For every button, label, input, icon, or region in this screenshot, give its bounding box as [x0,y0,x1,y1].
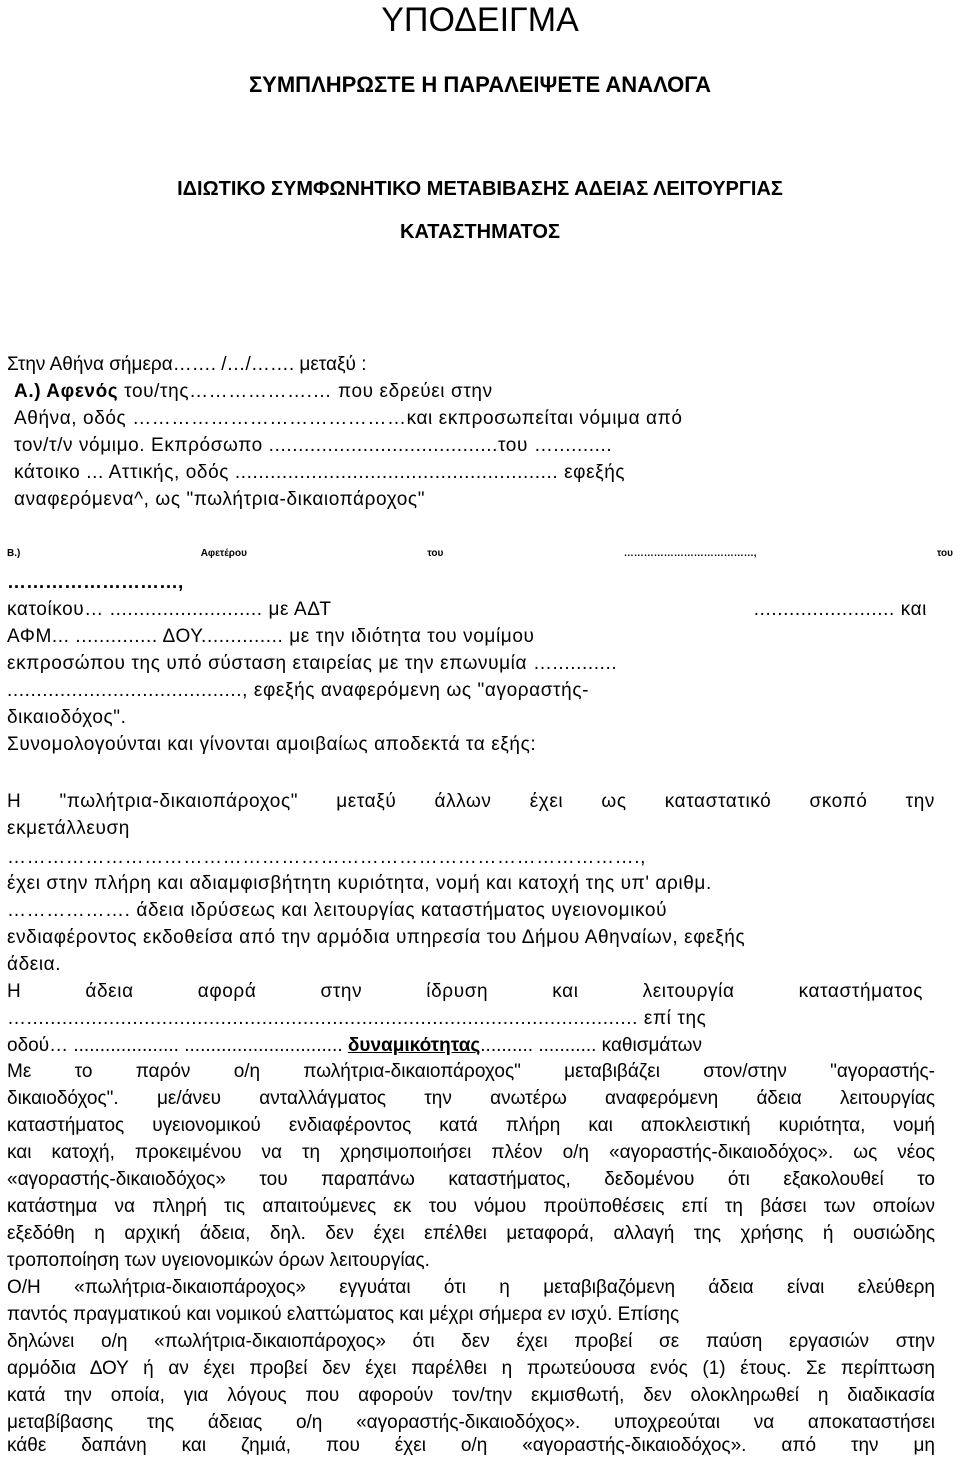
body-line-23: κατά την οποία, για λόγους που αφορούν τον/την εκμισθωτή, δεν ολοκληρωθεί η διαδικασία [7,1385,935,1406]
agreement-intro: Συνομολογούνται και γίνονται αμοιβαίως αποδεκτά τα εξής: [7,734,537,755]
contract-title-line1: ΙΔΙΩΤΙΚΟ ΣΥΜΦΩΝΗΤΙΚΟ ΜΕΤΑΒΙΒΑΣΗΣ ΑΔΕΙΑΣ ΛΕΙΤΟΥΡΓΙΑΣ [177,178,783,200]
party-a-line [14,379,493,405]
body-line-13: καταστήματος υγειονομικού ενδιαφέροντος κατά πλήρη και αποκλειστική κυριότητα, νομή [7,1115,935,1136]
party-a-representative: τον/τ/ν νόμιμο. Εκπρόσωπο .......................................του ….......... [14,435,613,456]
contract-title-line2: ΚΑΤΑΣΤΗΜΑΤΟΣ [400,221,560,243]
party-b-tax-line: ΑΦΜ... .............. ΔΟΥ.............. με την ιδιότητα του νομίμου [7,626,535,647]
party-a-designation: αναφερόμενα^, ως "πωλήτρια-δικαιοπάροχος" [14,489,426,510]
party-a-name: του/της……………….… που εδρεύει στην [118,381,493,402]
body-line-9: …........................................................................................................ επί της [7,1008,707,1029]
body-line-7: άδεια. [7,954,62,975]
party-b-label: Β.) [7,548,21,559]
body-line-25: κάθε δαπάνη και ζημιά, που έχει ο/η «αγοραστής-δικαιοδόχος». από την μη [7,1435,935,1456]
body-line-19: Ο/Η «πωλήτρια-δικαιοπάροχος» εγγυάται ότι η μεταβιβαζόμενη άδεια είναι ελεύθερη [7,1277,935,1298]
party-b-word-afeterou: Αφετέρου [200,548,247,559]
capacity-label: δυναμικότητας [347,1035,481,1056]
body-line-3: ……………………………………………………………………………………., [7,847,646,868]
street-blank: οδού… .................... .............................. [7,1035,348,1056]
seats-blank: .......... ........... καθισμάτων [480,1035,702,1056]
body-line-17: εξεδόθη η αρχική άδεια, δηλ. δεν έχει επέλθει μεταφορά, αλλαγή της χρήσης ή ουσιώδης [7,1223,935,1244]
body-line-24: μεταβίβασης της άδειας ο/η «αγοραστής-δικαιοδόχος». υποχρεούται να αποκαταστήσει [7,1412,935,1433]
body-line-18: τροποποίηση των υγειονομικών όρων λειτουργίας. [7,1250,430,1271]
body-line-21: δηλώνει ο/η «πωλήτρια-δικαιοπάροχος» ότι δεν έχει προβεί σε παύση εργασιών στην [7,1331,935,1352]
body-line-4: έχει στην πλήρη και αδιαμφισβήτητη κυριότητα, νομή και κατοχή της υπ' αριθμ. [7,873,712,894]
body-line-15: «αγοραστής-δικαιοδόχος» του παραπάνω καταστήματος, δεδομένου ότι εξακολουθεί το [7,1169,935,1190]
date-line: Στην Αθήνα σήμερα……. /…/……. μεταξύ : [7,354,367,375]
party-a-label: Α.) Αφενός [14,381,119,402]
body-line-2: εκμετάλλευση [7,818,130,839]
body-line-1: Η "πωλήτρια-δικαιοπάροχος" μεταξύ άλλων έχει ως καταστατικό σκοπό την [7,791,935,812]
body-line-5: ………………. άδεια ιδρύσεως και λειτουργίας καταστήματος υγειονομικού [7,900,668,921]
party-b-designation: ........................................, εφεξής αναφερόμενη ως "αγοραστής- [7,680,590,701]
body-line-20: παντός πραγματικού και νομικού ελαττώματος και μέχρι σήμερα εν ισχύ. Επίσης [7,1304,680,1325]
party-a-residence: κάτοικο ... Αττικής, οδός ....................................................... εφεξής [14,462,626,483]
body-line-14: και κατοχή, προκειμένου να τη χρησιμοποιήσει πλέον ο/η «αγοραστής-δικαιοδόχος». ως νέος [7,1142,935,1163]
party-b-line [7,541,953,567]
body-line-12: δικαιοδόχος". με/άνευ ανταλλάγματος την ανωτέρω αναφερόμενη άδεια λειτουργίας [7,1088,935,1109]
party-b-company-line: εκπροσώπου της υπό σύσταση εταιρείας με την επωνυμία …........... [7,653,618,674]
party-b-residence: κατοίκου… .......................... με ΑΔΤ [7,599,332,620]
party-b-id-blank: ........................ και [753,599,927,620]
body-line-22: αρμόδια ΔΟΥ ή αν έχει προβεί δεν έχει παρέλθει η πρωτεύουσα ενός (1) έτους. Σε περίπτωση [7,1358,935,1379]
party-b-designation-end: δικαιοδόχος". [7,707,127,728]
instructions-heading: ΣΥΜΠΛΗΡΩΣΤΕ Η ΠΑΡΑΛΕΙΨΕΤΕ ΑΝΑΛΟΓΑ [248,72,711,97]
document-heading: ΥΠΟΔΕΙΓΜΑ [381,1,579,39]
party-b-word-tou-2: του [936,548,953,559]
body-line-11: Με το παρόν ο/η πωλήτρια-δικαιοπάροχος" μεταβιβάζει στον/στην "αγοραστής- [7,1061,935,1082]
party-b-residence-line [7,597,927,623]
body-line-8: Η άδεια αφορά στην ίδρυση και λειτουργία καταστήματος [7,981,923,1002]
body-line-16: κατάστημα να πληρή τις απαιτούμενες εκ του νόμου προϋποθέσεις επί τη βάσει των οποίων [7,1196,935,1217]
body-line-6: ενδιαφέροντος εκδοθείσα από την αρμόδια υπηρεσία του Δήμου Αθηναίων, εφεξής [7,927,746,948]
body-line-10 [7,1033,702,1059]
party-b-word-tou: του [427,548,444,559]
party-b-father-blank: ………………………, [7,572,184,593]
party-b-name-blank: …………………………………, [623,548,757,559]
party-a-address: Αθήνα, οδός ……………………………………και εκπροσωπείται νόμιμα από [14,408,683,429]
